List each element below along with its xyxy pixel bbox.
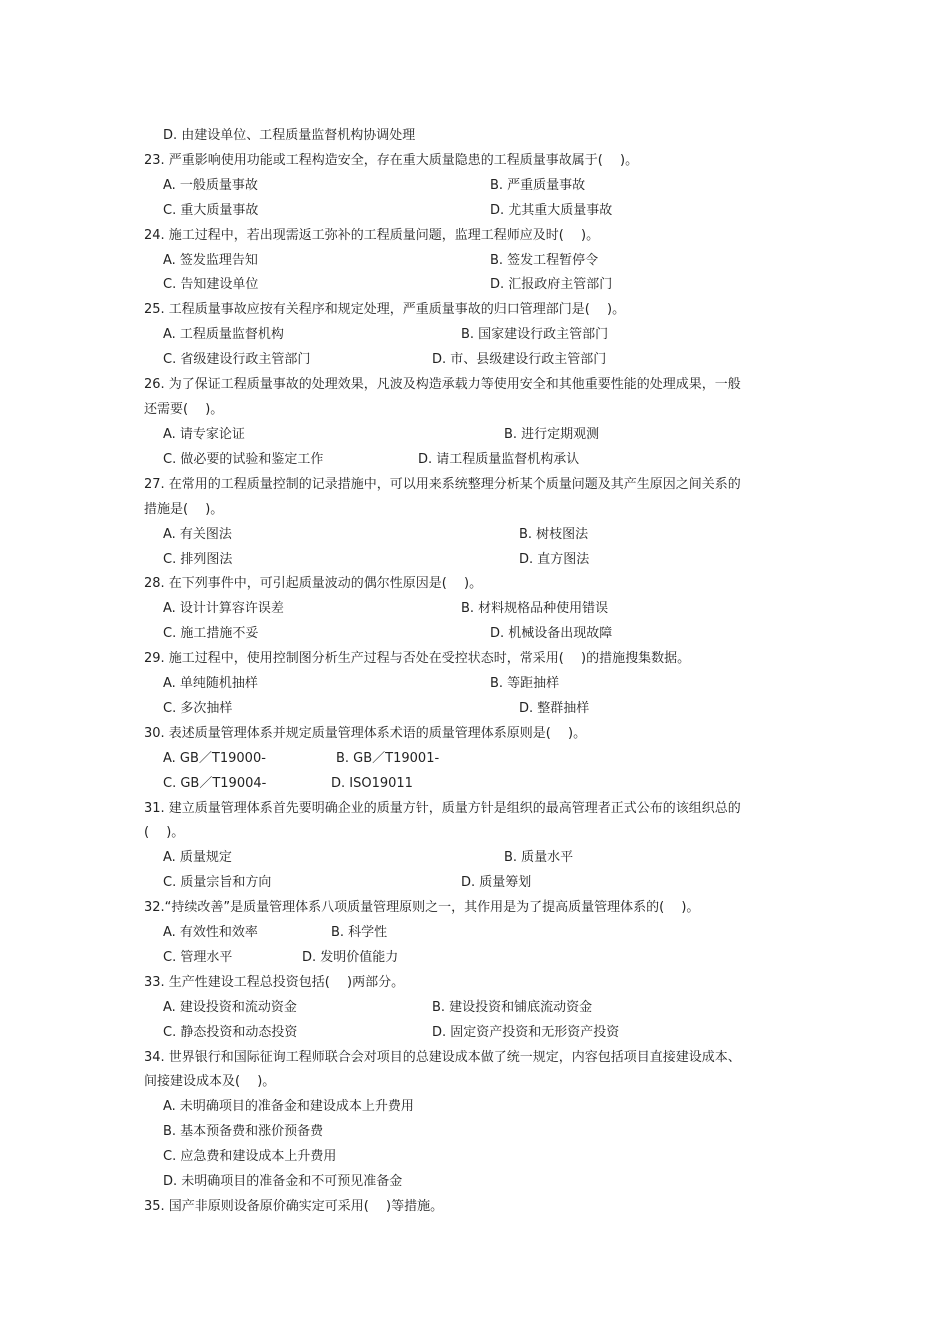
option-a: A. 单纯随机抽样 — [163, 676, 258, 691]
question-27: 27. 在常用的工程质量控制的记录措施中，可以用来系统整理分析某个质量问题及其产生原因之间关系的 — [144, 477, 741, 492]
option-d: D. 质量筹划 — [461, 875, 532, 890]
option-c: C. 告知建设单位 — [163, 277, 259, 292]
question-26-cont: 还需要( )。 — [144, 402, 224, 417]
option-d: D. 发明价值能力 — [302, 950, 399, 965]
option-d: D. 整群抽样 — [519, 701, 590, 716]
option-d: D. 未明确项目的准备金和不可预见准备金 — [163, 1174, 403, 1189]
question-23: 23. 严重影响使用功能或工程构造安全，存在重大质量隐患的工程质量事故属于( )。 — [144, 153, 639, 168]
question-27-cont: 措施是( )。 — [144, 502, 224, 517]
option-d: D. 机械设备出现故障 — [490, 626, 613, 641]
question-26: 26. 为了保证工程质量事故的处理效果，凡波及构造承载力等使用安全和其他重要性能的处理成果，一般 — [144, 377, 741, 392]
option-b: B. 科学性 — [331, 925, 388, 940]
option-a: A. 请专家论证 — [163, 427, 245, 442]
option-b: B. 基本预备费和涨价预备费 — [163, 1124, 324, 1139]
question-32: 32.“持续改善”是质量管理体系八项质量管理原则之一，其作用是为了提高质量管理体系的( )。 — [144, 900, 700, 915]
question-35: 35. 国产非原则设备原价确实定可采用( )等措施。 — [144, 1199, 444, 1214]
option-b: B. 进行定期观测 — [504, 427, 600, 442]
option-a: A. 有效性和效率 — [163, 925, 258, 940]
option-a: A. 工程质量监督机构 — [163, 327, 284, 342]
option-c: C. 施工措施不妥 — [163, 626, 259, 641]
question-28: 28. 在下列事件中，可引起质量波动的偶尔性原因是( )。 — [144, 576, 483, 591]
option-d: D. ISO19011 — [331, 776, 413, 791]
option-b: B. 树枝图法 — [519, 527, 589, 542]
option-c: C. 多次抽样 — [163, 701, 233, 716]
option-d: D. 市、县级建设行政主管部门 — [432, 352, 607, 367]
option-d: D. 汇报政府主管部门 — [490, 277, 613, 292]
option-a: A. 质量规定 — [163, 850, 232, 865]
question-25: 25. 工程质量事故应按有关程序和规定处理，严重质量事故的归口管理部门是( )。 — [144, 302, 626, 317]
option-a: A. 未明确项目的准备金和建设成本上升费用 — [163, 1099, 414, 1114]
question-33: 33. 生产性建设工程总投资包括( )两部分。 — [144, 975, 405, 990]
option-b: B. 等距抽样 — [490, 676, 560, 691]
option-c: C. 排列图法 — [163, 552, 233, 567]
option-a: A. 一般质量事故 — [163, 178, 258, 193]
option-c: C. 静态投资和动态投资 — [163, 1025, 298, 1040]
option-b: B. 严重质量事故 — [490, 178, 586, 193]
option-a: A. 设计计算容许误差 — [163, 601, 284, 616]
option-c: C. 做必要的试验和鉴定工作 — [163, 452, 324, 467]
option-b: B. 质量水平 — [504, 850, 574, 865]
question-31-cont: ( )。 — [144, 825, 185, 840]
option-c: C. 管理水平 — [163, 950, 233, 965]
option-b: B. 国家建设行政主管部门 — [461, 327, 609, 342]
question-34: 34. 世界银行和国际征询工程师联合会对项目的总建设成本做了统一规定，内容包括项目直接建设成本、 — [144, 1050, 741, 1065]
option-c: C. GB／T19004- — [163, 776, 267, 791]
option-c: C. 重大质量事故 — [163, 203, 259, 218]
option-b: B. 签发工程暂停令 — [490, 253, 599, 268]
option-d: D. 由建设单位、工程质量监督机构协调处理 — [163, 128, 416, 143]
option-d: D. 直方图法 — [519, 552, 590, 567]
question-34-cont: 间接建设成本及( )。 — [144, 1074, 276, 1089]
option-d: D. 尤其重大质量事故 — [490, 203, 613, 218]
option-a: A. 签发监理告知 — [163, 253, 258, 268]
option-b: B. 建设投资和铺底流动资金 — [432, 1000, 593, 1015]
question-31: 31. 建立质量管理体系首先要明确企业的质量方针，质量方针是组织的最高管理者正式公布的该组织总的 — [144, 801, 741, 816]
option-c: C. 省级建设行政主管部门 — [163, 352, 311, 367]
option-b: B. 材料规格品种使用错误 — [461, 601, 609, 616]
option-b: B. GB／T19001- — [336, 751, 440, 766]
question-24: 24. 施工过程中，若出现需返工弥补的工程质量问题，监理工程师应及时( )。 — [144, 228, 600, 243]
option-c: C. 应急费和建设成本上升费用 — [163, 1149, 337, 1164]
option-d: D. 请工程质量监督机构承认 — [418, 452, 580, 467]
option-a: A. GB／T19000- — [163, 751, 266, 766]
option-a: A. 有关图法 — [163, 527, 232, 542]
option-c: C. 质量宗旨和方向 — [163, 875, 272, 890]
question-29: 29. 施工过程中，使用控制图分析生产过程与否处在受控状态时，常采用( )的措施搜集数据。 — [144, 651, 691, 666]
option-d: D. 固定资产投资和无形资产投资 — [432, 1025, 620, 1040]
option-a: A. 建设投资和流动资金 — [163, 1000, 297, 1015]
question-30: 30. 表述质量管理体系并规定质量管理体系术语的质量管理体系原则是( )。 — [144, 726, 587, 741]
